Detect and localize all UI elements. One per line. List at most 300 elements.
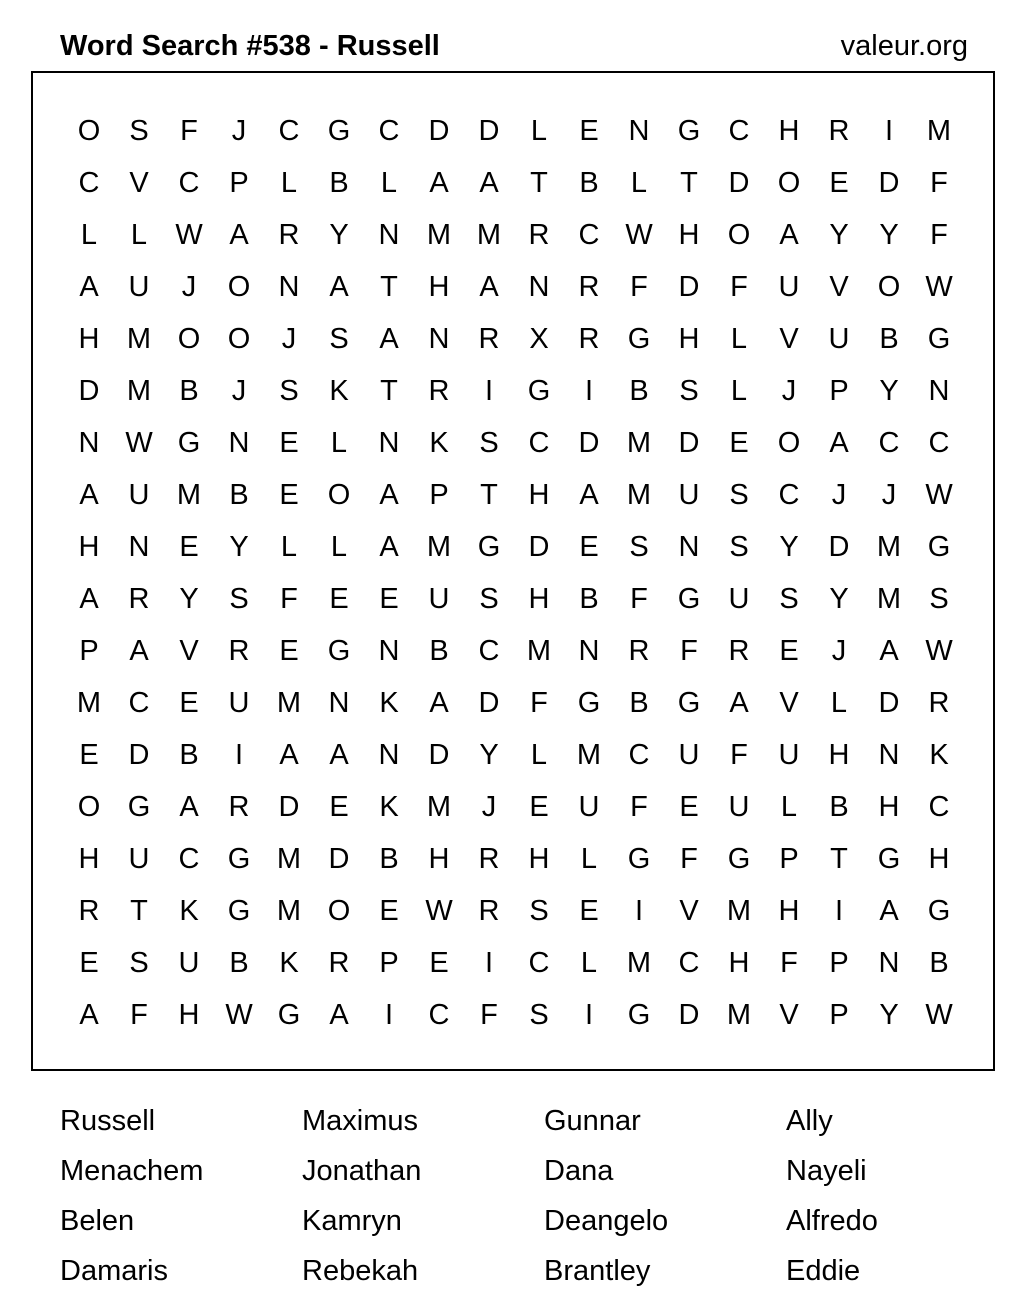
grid-cell[interactable]: D — [328, 843, 350, 875]
grid-cell[interactable]: M — [876, 531, 902, 563]
grid-cell[interactable]: T — [830, 843, 848, 875]
grid-cell[interactable]: K — [329, 375, 349, 407]
grid-cell[interactable]: Y — [829, 583, 849, 615]
grid-cell[interactable]: S — [479, 427, 499, 459]
grid-cell[interactable]: P — [379, 947, 399, 979]
grid-cell[interactable]: G — [227, 895, 251, 927]
grid-cell[interactable]: B — [429, 635, 449, 667]
grid-cell[interactable]: K — [379, 687, 399, 719]
grid-cell[interactable]: G — [477, 531, 501, 563]
grid-cell[interactable]: R — [628, 635, 650, 667]
grid-cell[interactable]: N — [878, 947, 900, 979]
grid-cell[interactable]: S — [229, 583, 249, 615]
grid-cell[interactable]: R — [478, 323, 500, 355]
grid-cell[interactable]: W — [225, 999, 253, 1031]
grid-cell[interactable]: Y — [329, 219, 349, 251]
grid-cell[interactable]: U — [128, 271, 150, 303]
grid-cell[interactable]: P — [229, 167, 249, 199]
grid-cell[interactable]: S — [779, 583, 799, 615]
grid-cell[interactable]: A — [579, 479, 599, 511]
grid-cell[interactable]: H — [878, 791, 900, 823]
grid-cell[interactable]: G — [527, 375, 551, 407]
grid-cell[interactable]: Y — [229, 531, 249, 563]
grid-cell[interactable]: A — [129, 635, 149, 667]
grid-cell[interactable]: E — [179, 531, 199, 563]
grid-cell[interactable]: B — [629, 375, 649, 407]
grid-cell[interactable]: U — [128, 479, 150, 511]
grid-cell[interactable]: N — [378, 219, 400, 251]
grid-cell[interactable]: D — [878, 167, 900, 199]
grid-cell[interactable]: F — [630, 791, 648, 823]
grid-cell[interactable]: R — [528, 219, 550, 251]
grid-cell[interactable]: E — [79, 947, 99, 979]
grid-cell[interactable]: A — [379, 479, 399, 511]
grid-cell[interactable]: D — [678, 999, 700, 1031]
grid-cell[interactable]: P — [829, 999, 849, 1031]
grid-cell[interactable]: G — [727, 843, 751, 875]
grid-cell[interactable]: R — [578, 323, 600, 355]
grid-cell[interactable]: H — [678, 323, 700, 355]
grid-cell[interactable]: H — [428, 271, 450, 303]
grid-cell[interactable]: J — [831, 635, 847, 667]
grid-cell[interactable]: H — [678, 219, 700, 251]
grid-cell[interactable]: O — [777, 427, 801, 459]
grid-cell[interactable]: G — [277, 999, 301, 1031]
grid-cell[interactable]: L — [530, 115, 548, 147]
grid-cell[interactable]: C — [378, 115, 400, 147]
grid-cell[interactable]: N — [328, 687, 350, 719]
grid-cell[interactable]: G — [677, 583, 701, 615]
grid-cell[interactable]: M — [626, 947, 652, 979]
grid-cell[interactable]: A — [479, 271, 499, 303]
grid-cell[interactable]: R — [578, 271, 600, 303]
grid-cell[interactable]: S — [529, 999, 549, 1031]
grid-cell[interactable]: C — [528, 427, 550, 459]
grid-cell[interactable]: G — [627, 999, 651, 1031]
grid-cell[interactable]: C — [778, 479, 800, 511]
grid-cell[interactable]: G — [927, 895, 951, 927]
grid-cell[interactable]: E — [579, 895, 599, 927]
grid-cell[interactable]: H — [528, 583, 550, 615]
grid-cell[interactable]: H — [78, 323, 100, 355]
grid-cell[interactable]: U — [678, 739, 700, 771]
grid-cell[interactable]: E — [329, 791, 349, 823]
grid-cell[interactable]: H — [528, 479, 550, 511]
grid-cell[interactable]: O — [327, 479, 351, 511]
grid-cell[interactable]: E — [529, 791, 549, 823]
grid-cell[interactable]: E — [779, 635, 799, 667]
grid-cell[interactable]: F — [130, 999, 148, 1031]
grid-cell[interactable]: S — [729, 531, 749, 563]
grid-cell[interactable]: H — [728, 947, 750, 979]
grid-cell[interactable]: B — [179, 375, 199, 407]
grid-cell[interactable]: F — [180, 115, 198, 147]
grid-cell[interactable]: N — [128, 531, 150, 563]
grid-cell[interactable]: S — [729, 479, 749, 511]
grid-cell[interactable]: H — [428, 843, 450, 875]
grid-cell[interactable]: D — [428, 115, 450, 147]
grid-cell[interactable]: S — [629, 531, 649, 563]
grid-cell[interactable]: W — [175, 219, 203, 251]
grid-cell[interactable]: V — [779, 999, 799, 1031]
grid-cell[interactable]: A — [329, 739, 349, 771]
grid-cell[interactable]: U — [778, 271, 800, 303]
grid-cell[interactable]: A — [779, 219, 799, 251]
grid-cell[interactable]: W — [925, 635, 953, 667]
grid-cell[interactable]: F — [930, 167, 948, 199]
grid-cell[interactable]: B — [379, 843, 399, 875]
grid-cell[interactable]: T — [130, 895, 148, 927]
grid-cell[interactable]: I — [234, 739, 244, 771]
grid-cell[interactable]: K — [179, 895, 199, 927]
grid-cell[interactable]: O — [227, 323, 251, 355]
grid-cell[interactable]: R — [328, 947, 350, 979]
grid-cell[interactable]: V — [179, 635, 199, 667]
grid-cell[interactable]: A — [429, 167, 449, 199]
grid-cell[interactable]: M — [876, 583, 902, 615]
grid-cell[interactable]: A — [879, 895, 899, 927]
grid-cell[interactable]: C — [428, 999, 450, 1031]
grid-cell[interactable]: B — [929, 947, 949, 979]
grid-cell[interactable]: A — [479, 167, 499, 199]
grid-cell[interactable]: D — [478, 687, 500, 719]
grid-cell[interactable]: K — [429, 427, 449, 459]
grid-cell[interactable]: L — [730, 375, 748, 407]
grid-cell[interactable]: W — [925, 271, 953, 303]
grid-cell[interactable]: N — [228, 427, 250, 459]
grid-cell[interactable]: L — [580, 947, 598, 979]
grid-cell[interactable]: L — [330, 531, 348, 563]
grid-cell[interactable]: C — [928, 791, 950, 823]
grid-cell[interactable]: D — [128, 739, 150, 771]
grid-cell[interactable]: B — [829, 791, 849, 823]
grid-cell[interactable]: A — [79, 583, 99, 615]
grid-cell[interactable]: V — [129, 167, 149, 199]
grid-cell[interactable]: F — [680, 843, 698, 875]
grid-cell[interactable]: M — [426, 531, 452, 563]
grid-cell[interactable]: I — [384, 999, 394, 1031]
grid-cell[interactable]: E — [679, 791, 699, 823]
grid-cell[interactable]: M — [126, 323, 152, 355]
grid-cell[interactable]: R — [478, 843, 500, 875]
grid-cell[interactable]: Y — [879, 375, 899, 407]
grid-cell[interactable]: S — [529, 895, 549, 927]
grid-cell[interactable]: N — [578, 635, 600, 667]
grid-cell[interactable]: C — [578, 219, 600, 251]
grid-cell[interactable]: F — [680, 635, 698, 667]
grid-cell[interactable]: R — [428, 375, 450, 407]
grid-cell[interactable]: J — [231, 115, 247, 147]
grid-cell[interactable]: U — [578, 791, 600, 823]
grid-cell[interactable]: D — [478, 115, 500, 147]
grid-cell[interactable]: N — [378, 635, 400, 667]
grid-cell[interactable]: G — [127, 791, 151, 823]
grid-cell[interactable]: U — [728, 583, 750, 615]
grid-cell[interactable]: H — [78, 843, 100, 875]
grid-cell[interactable]: M — [426, 791, 452, 823]
grid-cell[interactable]: O — [727, 219, 751, 251]
grid-cell[interactable]: H — [778, 895, 800, 927]
grid-cell[interactable]: P — [829, 947, 849, 979]
grid-cell[interactable]: J — [781, 375, 797, 407]
grid-cell[interactable]: A — [429, 687, 449, 719]
grid-cell[interactable]: L — [280, 167, 298, 199]
grid-cell[interactable]: M — [126, 375, 152, 407]
grid-cell[interactable]: N — [78, 427, 100, 459]
grid-cell[interactable]: A — [879, 635, 899, 667]
grid-cell[interactable]: F — [730, 739, 748, 771]
grid-cell[interactable]: F — [930, 219, 948, 251]
grid-cell[interactable]: W — [425, 895, 453, 927]
grid-cell[interactable]: E — [279, 479, 299, 511]
grid-cell[interactable]: K — [929, 739, 949, 771]
grid-cell[interactable]: G — [677, 687, 701, 719]
grid-cell[interactable]: E — [279, 427, 299, 459]
grid-cell[interactable]: J — [881, 479, 897, 511]
grid-cell[interactable]: B — [629, 687, 649, 719]
grid-cell[interactable]: T — [530, 167, 548, 199]
grid-cell[interactable]: G — [927, 323, 951, 355]
grid-cell[interactable]: F — [480, 999, 498, 1031]
grid-cell[interactable]: A — [329, 271, 349, 303]
grid-cell[interactable]: D — [78, 375, 100, 407]
grid-cell[interactable]: S — [279, 375, 299, 407]
grid-cell[interactable]: R — [78, 895, 100, 927]
grid-cell[interactable]: G — [627, 843, 651, 875]
grid-cell[interactable]: B — [579, 167, 599, 199]
grid-cell[interactable]: A — [729, 687, 749, 719]
grid-cell[interactable]: C — [628, 739, 650, 771]
grid-cell[interactable]: O — [177, 323, 201, 355]
grid-cell[interactable]: E — [379, 895, 399, 927]
grid-cell[interactable]: D — [828, 531, 850, 563]
grid-cell[interactable]: D — [428, 739, 450, 771]
grid-cell[interactable]: G — [577, 687, 601, 719]
grid-cell[interactable]: B — [229, 479, 249, 511]
grid-cell[interactable]: W — [925, 479, 953, 511]
grid-cell[interactable]: B — [579, 583, 599, 615]
grid-cell[interactable]: D — [878, 687, 900, 719]
grid-cell[interactable]: M — [276, 843, 302, 875]
grid-cell[interactable]: C — [178, 843, 200, 875]
grid-cell[interactable]: E — [379, 583, 399, 615]
grid-cell[interactable]: C — [878, 427, 900, 459]
grid-cell[interactable]: R — [128, 583, 150, 615]
grid-cell[interactable]: O — [227, 271, 251, 303]
grid-cell[interactable]: C — [678, 947, 700, 979]
grid-cell[interactable]: I — [884, 115, 894, 147]
grid-cell[interactable]: M — [926, 115, 952, 147]
grid-cell[interactable]: M — [276, 895, 302, 927]
grid-cell[interactable]: N — [628, 115, 650, 147]
grid-cell[interactable]: E — [829, 167, 849, 199]
grid-cell[interactable]: C — [178, 167, 200, 199]
grid-cell[interactable]: Y — [879, 999, 899, 1031]
grid-cell[interactable]: U — [728, 791, 750, 823]
grid-cell[interactable]: R — [478, 895, 500, 927]
grid-cell[interactable]: G — [177, 427, 201, 459]
grid-cell[interactable]: L — [280, 531, 298, 563]
grid-cell[interactable]: F — [780, 947, 798, 979]
grid-cell[interactable]: L — [130, 219, 148, 251]
grid-cell[interactable]: N — [378, 427, 400, 459]
grid-cell[interactable]: E — [79, 739, 99, 771]
grid-cell[interactable]: N — [278, 271, 300, 303]
grid-cell[interactable]: G — [327, 635, 351, 667]
grid-cell[interactable]: N — [928, 375, 950, 407]
grid-cell[interactable]: W — [925, 999, 953, 1031]
grid-cell[interactable]: V — [779, 687, 799, 719]
grid-cell[interactable]: G — [927, 531, 951, 563]
grid-cell[interactable]: S — [129, 115, 149, 147]
grid-cell[interactable]: I — [834, 895, 844, 927]
grid-cell[interactable]: M — [526, 635, 552, 667]
grid-cell[interactable]: H — [928, 843, 950, 875]
grid-cell[interactable]: F — [530, 687, 548, 719]
grid-cell[interactable]: F — [730, 271, 748, 303]
grid-cell[interactable]: D — [528, 531, 550, 563]
grid-cell[interactable]: J — [831, 479, 847, 511]
grid-cell[interactable]: M — [626, 427, 652, 459]
grid-cell[interactable]: T — [380, 271, 398, 303]
grid-cell[interactable]: A — [379, 531, 399, 563]
grid-cell[interactable]: A — [79, 479, 99, 511]
grid-cell[interactable]: B — [179, 739, 199, 771]
grid-cell[interactable]: B — [329, 167, 349, 199]
grid-cell[interactable]: A — [79, 271, 99, 303]
grid-cell[interactable]: A — [79, 999, 99, 1031]
grid-cell[interactable]: N — [878, 739, 900, 771]
grid-cell[interactable]: V — [779, 323, 799, 355]
grid-cell[interactable]: I — [484, 375, 494, 407]
grid-cell[interactable]: I — [584, 999, 594, 1031]
grid-cell[interactable]: L — [780, 791, 798, 823]
grid-cell[interactable]: Y — [779, 531, 799, 563]
grid-cell[interactable]: J — [231, 375, 247, 407]
grid-cell[interactable]: M — [726, 895, 752, 927]
grid-cell[interactable]: D — [678, 271, 700, 303]
grid-cell[interactable]: I — [584, 375, 594, 407]
grid-cell[interactable]: A — [379, 323, 399, 355]
grid-cell[interactable]: S — [679, 375, 699, 407]
grid-cell[interactable]: N — [378, 739, 400, 771]
grid-cell[interactable]: O — [327, 895, 351, 927]
grid-cell[interactable]: I — [634, 895, 644, 927]
grid-cell[interactable]: L — [80, 219, 98, 251]
grid-cell[interactable]: R — [228, 791, 250, 823]
grid-cell[interactable]: H — [778, 115, 800, 147]
grid-cell[interactable]: S — [479, 583, 499, 615]
grid-cell[interactable]: S — [929, 583, 949, 615]
grid-cell[interactable]: T — [480, 479, 498, 511]
grid-cell[interactable]: L — [580, 843, 598, 875]
grid-cell[interactable]: G — [227, 843, 251, 875]
grid-cell[interactable]: Y — [179, 583, 199, 615]
grid-cell[interactable]: M — [576, 739, 602, 771]
grid-cell[interactable]: E — [279, 635, 299, 667]
grid-cell[interactable]: L — [730, 323, 748, 355]
grid-cell[interactable]: J — [281, 323, 297, 355]
grid-cell[interactable]: D — [728, 167, 750, 199]
grid-cell[interactable]: R — [278, 219, 300, 251]
grid-cell[interactable]: E — [579, 115, 599, 147]
grid-cell[interactable]: D — [578, 427, 600, 459]
grid-cell[interactable]: E — [179, 687, 199, 719]
grid-cell[interactable]: S — [129, 947, 149, 979]
grid-cell[interactable]: I — [484, 947, 494, 979]
grid-cell[interactable]: E — [729, 427, 749, 459]
grid-cell[interactable]: C — [128, 687, 150, 719]
grid-cell[interactable]: C — [478, 635, 500, 667]
grid-cell[interactable]: U — [228, 687, 250, 719]
grid-cell[interactable]: C — [728, 115, 750, 147]
grid-cell[interactable]: E — [579, 531, 599, 563]
grid-cell[interactable]: B — [229, 947, 249, 979]
grid-cell[interactable]: V — [829, 271, 849, 303]
grid-cell[interactable]: R — [228, 635, 250, 667]
grid-cell[interactable]: E — [329, 583, 349, 615]
grid-cell[interactable]: G — [877, 843, 901, 875]
grid-cell[interactable]: L — [380, 167, 398, 199]
grid-cell[interactable]: L — [630, 167, 648, 199]
grid-cell[interactable]: T — [380, 375, 398, 407]
grid-cell[interactable]: P — [79, 635, 99, 667]
grid-cell[interactable]: H — [528, 843, 550, 875]
grid-cell[interactable]: F — [630, 271, 648, 303]
grid-cell[interactable]: U — [178, 947, 200, 979]
grid-cell[interactable]: Y — [829, 219, 849, 251]
grid-cell[interactable]: N — [678, 531, 700, 563]
grid-cell[interactable]: E — [429, 947, 449, 979]
grid-cell[interactable]: X — [529, 323, 549, 355]
grid-cell[interactable]: C — [278, 115, 300, 147]
grid-cell[interactable]: N — [428, 323, 450, 355]
grid-cell[interactable]: Y — [479, 739, 499, 771]
grid-cell[interactable]: G — [677, 115, 701, 147]
grid-cell[interactable]: M — [626, 479, 652, 511]
grid-cell[interactable]: J — [481, 791, 497, 823]
grid-cell[interactable]: H — [178, 999, 200, 1031]
grid-cell[interactable]: U — [128, 843, 150, 875]
grid-cell[interactable]: G — [327, 115, 351, 147]
grid-cell[interactable]: J — [181, 271, 197, 303]
grid-cell[interactable]: S — [329, 323, 349, 355]
grid-cell[interactable]: O — [877, 271, 901, 303]
grid-cell[interactable]: A — [329, 999, 349, 1031]
grid-cell[interactable]: U — [428, 583, 450, 615]
grid-cell[interactable]: M — [76, 687, 102, 719]
grid-cell[interactable]: R — [828, 115, 850, 147]
grid-cell[interactable]: R — [728, 635, 750, 667]
grid-cell[interactable]: L — [330, 427, 348, 459]
grid-cell[interactable]: M — [176, 479, 202, 511]
grid-cell[interactable]: F — [280, 583, 298, 615]
grid-cell[interactable]: W — [125, 427, 153, 459]
grid-cell[interactable]: M — [726, 999, 752, 1031]
grid-cell[interactable]: V — [679, 895, 699, 927]
grid-cell[interactable]: M — [426, 219, 452, 251]
grid-cell[interactable]: P — [429, 479, 449, 511]
grid-cell[interactable]: W — [625, 219, 653, 251]
grid-cell[interactable]: D — [678, 427, 700, 459]
grid-cell[interactable]: R — [928, 687, 950, 719]
grid-cell[interactable]: C — [928, 427, 950, 459]
grid-cell[interactable]: N — [528, 271, 550, 303]
grid-cell[interactable]: O — [77, 115, 101, 147]
grid-cell[interactable]: A — [179, 791, 199, 823]
grid-cell[interactable]: P — [829, 375, 849, 407]
grid-cell[interactable]: O — [777, 167, 801, 199]
